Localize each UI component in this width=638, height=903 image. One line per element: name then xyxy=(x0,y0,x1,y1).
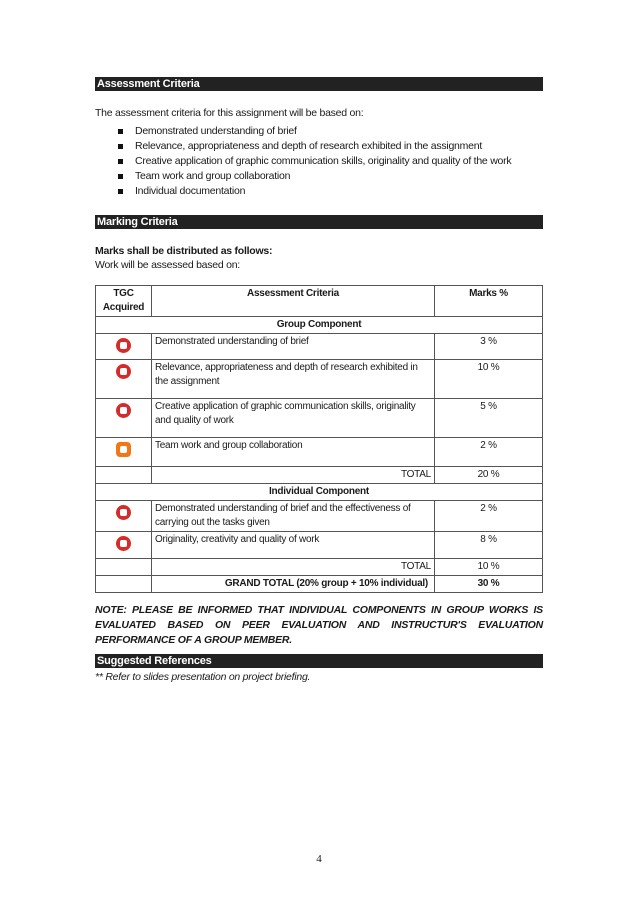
assessment-intro: The assessment criteria for this assignment will be based on: xyxy=(95,107,364,119)
section-bar-marking: Marking Criteria xyxy=(95,215,543,229)
table-row: Team work and group collaboration 2 % xyxy=(96,438,543,467)
creativity-icon xyxy=(116,403,131,418)
evaluation-note: NOTE: PLEASE BE INFORMED THAT INDIVIDUAL COMPONENTS IN GROUP WORKS IS EVALUATED BASED ON PEER EVALUATION AND INSTRUCTUR'S EVALUATION PERFORMANCE OF A GROUP MEMBER. xyxy=(95,604,543,646)
reference-text: ** Refer to slides presentation on project briefing. xyxy=(95,671,311,683)
individual-title-row xyxy=(96,484,543,501)
grand-total-row: GRAND TOTAL (20% group + 10% individual) 30 % xyxy=(96,576,543,593)
brain-icon xyxy=(116,505,131,520)
bullet-item: Individual documentation xyxy=(95,184,511,199)
table-row: Creative application of graphic communication skills, originality and quality of work 5 % xyxy=(96,399,543,438)
marking-table xyxy=(95,285,543,593)
table-row: Demonstrated understanding of brief and the effectiveness of carrying out the tasks given 2 % xyxy=(96,501,543,532)
brain-icon xyxy=(116,364,131,379)
square-bullet-icon xyxy=(118,189,123,194)
square-bullet-icon xyxy=(118,159,123,164)
assessment-bullet-list xyxy=(95,124,511,199)
table-row: Originality, creativity and quality of work 8 % xyxy=(96,532,543,559)
bullet-item: Demonstrated understanding of brief xyxy=(95,124,511,139)
square-bullet-icon xyxy=(118,129,123,134)
section-bar-references: Suggested References xyxy=(95,654,543,668)
table-header-row xyxy=(96,286,543,317)
page-number: 4 xyxy=(316,853,322,865)
table-row: Relevance, appropriateness and depth of research exhibited in the assignment 10 % xyxy=(96,360,543,399)
marks-heading: Marks shall be distributed as follows: xyxy=(95,245,273,257)
square-bullet-icon xyxy=(118,174,123,179)
square-bullet-icon xyxy=(118,144,123,149)
bullet-item: Team work and group collaboration xyxy=(95,169,511,184)
header-criteria: Assessment Criteria xyxy=(152,286,435,317)
bullet-item: Creative application of graphic communication skills, originality and quality of the work xyxy=(95,154,511,169)
table-row: Demonstrated understanding of brief 3 % xyxy=(96,334,543,360)
individual-component-title: Individual Component xyxy=(96,484,543,501)
printer-icon xyxy=(116,338,131,353)
group-total-row: TOTAL 20 % xyxy=(96,467,543,484)
creativity-icon xyxy=(116,536,131,551)
teamwork-icon xyxy=(116,442,131,457)
header-marks: Marks % xyxy=(435,286,543,317)
group-component-title: Group Component xyxy=(96,317,543,334)
individual-total-row: TOTAL 10 % xyxy=(96,559,543,576)
header-tgc: TGC Acquired xyxy=(96,286,152,317)
group-title-row xyxy=(96,317,543,334)
section-bar-assessment: Assessment Criteria xyxy=(95,77,543,91)
bullet-item: Relevance, appropriateness and depth of research exhibited in the assignment xyxy=(95,139,511,154)
marks-subheading: Work will be assessed based on: xyxy=(95,259,240,271)
